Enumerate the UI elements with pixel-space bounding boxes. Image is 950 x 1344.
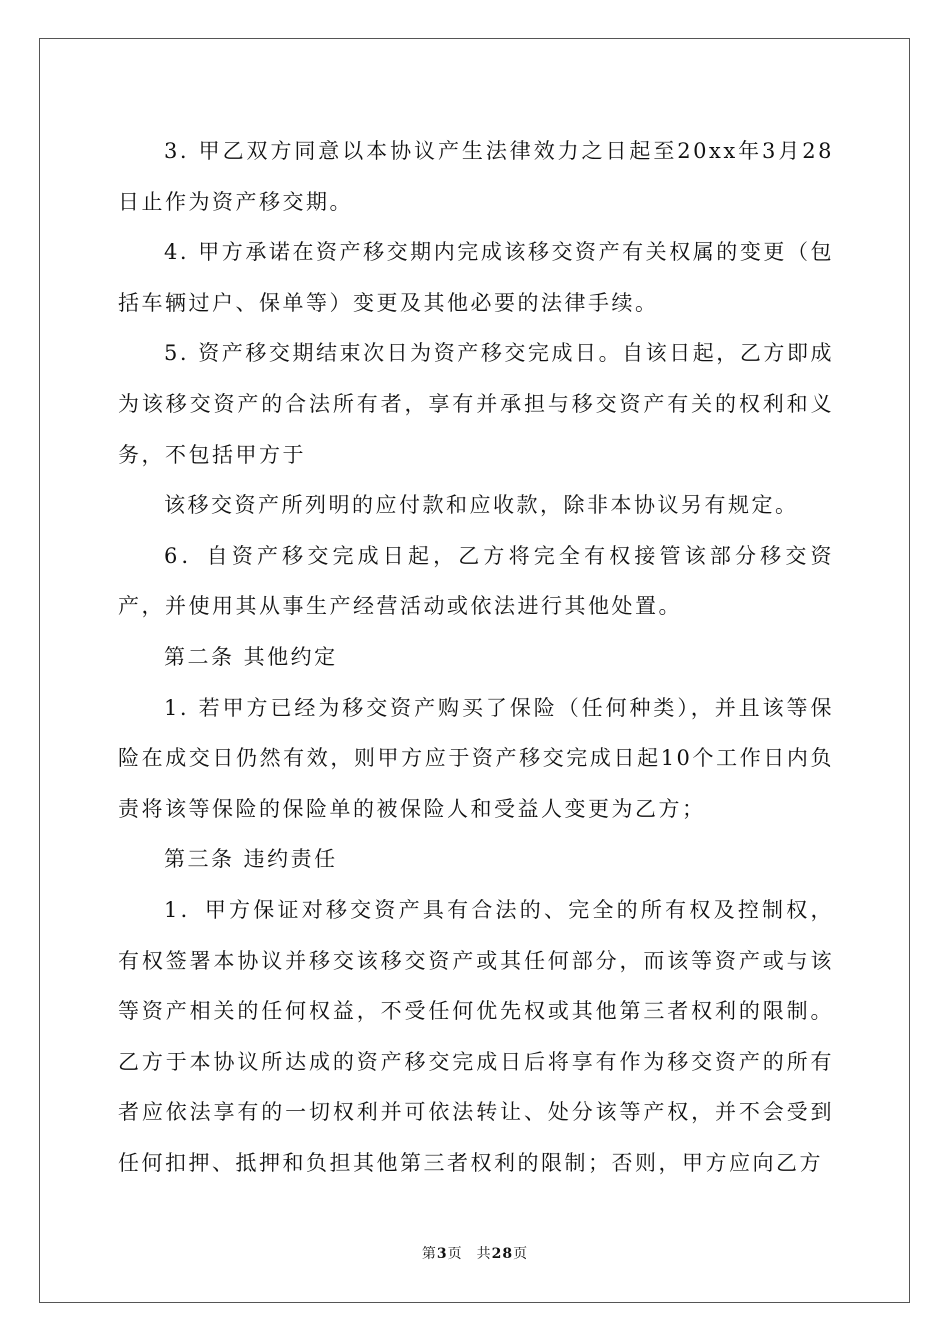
footer-page-suffix: 页 [447,1246,463,1262]
section-heading-article-2: 第二条 其他约定 [164,644,338,669]
page-footer [0,1243,950,1263]
paragraph-article-3-clause-1: 1．甲方保证对移交资产具有合法的、完全的所有权及控制权，有权签署本协议并移交该移交资产或其任何部分，而该等资产或与该等资产相关的任何权益，不受任何优先权或其他第三者权利的限制。乙方于本协议所达成的资产移交完成日后将享有作为移交资产的所有者应依法享有的一切权利并可依法转让、处分该等产权，并不会受到任何扣押、抵押和负担其他第三者权利的限制；否则，甲方应向乙方 [118,897,834,1175]
paragraph-clause-5-continued: 该移交资产所列明的应付款和应收款，除非本协议另有规定。 [164,493,799,518]
paragraph-clause-3: 3. 甲乙双方同意以本协议产生法律效力之日起至20xx年3月28日止作为资产移交期。 [118,139,834,214]
footer-total-suffix: 页 [513,1246,529,1262]
footer-page-number: 3 [436,1246,448,1262]
footer-total-pages: 28 [491,1246,514,1262]
section-heading-article-3: 第三条 违约责任 [164,847,338,872]
paragraph-clause-6: 6．自资产移交完成日起，乙方将完全有权接管该部分移交资产，并使用其从事生产经营活动或依法进行其他处置。 [118,543,834,619]
footer-total-prefix: 共 [476,1246,492,1262]
paragraph-article-2-clause-1: 1. 若甲方已经为移交资产购买了保险（任何种类），并且该等保险在成交日仍然有效，则甲方应于资产移交完成日起10个工作日内负责将该等保险的保险单的被保险人和受益人变更为乙方； [118,695,834,821]
paragraph-clause-4: 4. 甲方承诺在资产移交期内完成该移交资产有关权属的变更（包括车辆过户、保单等）变更及其他必要的法律手续。 [118,240,834,315]
document-body [118,126,834,1188]
footer-page-prefix: 第 [421,1246,437,1262]
paragraph-clause-5: 5. 资产移交期结束次日为资产移交完成日。自该日起，乙方即成为该移交资产的合法所有者，享有并承担与移交资产有关的权利和义务，不包括甲方于 [118,341,834,467]
